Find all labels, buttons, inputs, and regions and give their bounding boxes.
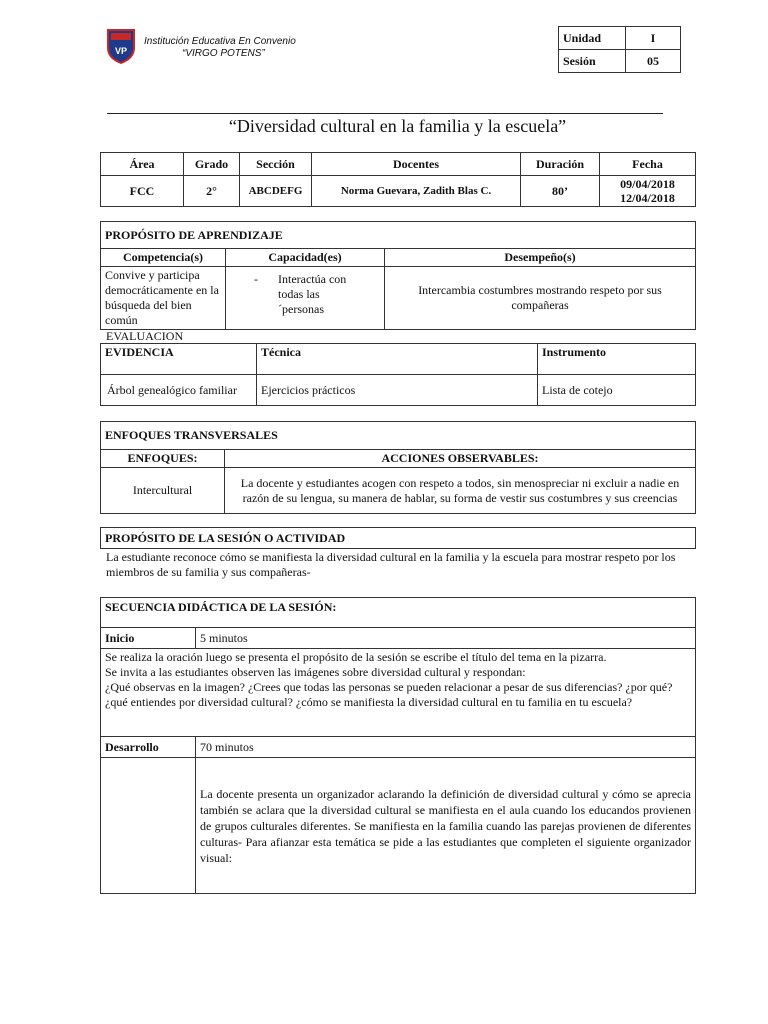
learning-purpose-table bbox=[100, 221, 696, 330]
institution-line1: Institución Educativa En Convenio bbox=[144, 36, 296, 47]
inicio-content bbox=[101, 649, 696, 737]
sesion-label: Sesión bbox=[559, 50, 626, 73]
fecha-1: 09/04/2018 bbox=[620, 177, 675, 191]
col-grado: Grado bbox=[184, 153, 240, 176]
logo-text: VP bbox=[114, 46, 128, 56]
col-area: Área bbox=[101, 153, 184, 176]
evaluation-table bbox=[100, 343, 696, 406]
enfoque-value: Intercultural bbox=[101, 468, 225, 514]
desarrollo-text: La docente presenta un organizador aclarando la definición de diversidad cultural y cómo se aprecia también se aclara que la diversidad cultural se manifiesta en el aula cuando los educandos provienen de grupos culturales diferentes. Se manifiesta en la familia cuando las parejas provienen de diferentes culturas- Para afianzar esta temática se pide a las estudiantes que completen el siguiente organizador visual: bbox=[196, 758, 696, 894]
col-tecnica: Técnica bbox=[257, 344, 538, 375]
cross-approaches-table bbox=[100, 421, 696, 514]
col-evidencia: EVIDENCIA bbox=[101, 344, 257, 375]
desarrollo-blank-cell bbox=[101, 758, 196, 894]
desarrollo-label: Desarrollo bbox=[101, 737, 196, 758]
session-purpose-table bbox=[100, 527, 696, 549]
accion-value: La docente y estudiantes acogen con respeto a todos, sin menospreciar ni excluir a nadie en razón de su lengua, su manera de hablar, su forma de vestir sus costumbres y sus creencias bbox=[225, 468, 696, 514]
col-fecha: Fecha bbox=[600, 153, 696, 176]
inicio-text-1: Se realiza la oración luego se presenta el propósito de la sesión se escribe el título del tema en la pizarra. bbox=[105, 650, 607, 664]
col-competencia: Competencia(s) bbox=[101, 249, 226, 267]
col-instrumento: Instrumento bbox=[538, 344, 696, 375]
session-purpose-text: La estudiante reconoce cómo se manifiesta la diversidad cultural en la familia y la escuela para mostrar respeto por los miembros de su familia y sus compañeras- bbox=[106, 550, 676, 579]
sequence-table bbox=[100, 597, 696, 894]
docentes-value: Norma Guevara, Zadith Blas C. bbox=[312, 176, 521, 207]
evidencia-value: Árbol genealógico familiar bbox=[101, 375, 257, 406]
school-logo bbox=[106, 28, 136, 64]
capacidad-dash: - bbox=[254, 272, 258, 286]
sequence-title: SECUENCIA DIDÁCTICA DE LA SESIÓN: bbox=[101, 598, 696, 628]
col-acciones: ACCIONES OBSERVABLES: bbox=[225, 450, 696, 468]
fecha-value bbox=[600, 176, 696, 207]
sesion-value: 05 bbox=[626, 50, 681, 73]
col-desempeno: Desempeño(s) bbox=[385, 249, 696, 267]
learning-purpose-title: PROPÓSITO DE APRENDIZAJE bbox=[101, 222, 696, 249]
grado-value: 2° bbox=[184, 176, 240, 207]
fecha-2: 12/04/2018 bbox=[620, 191, 675, 205]
capacidad-value: Interactúa con todas las ´personas bbox=[278, 272, 347, 316]
cross-approaches-title: ENFOQUES TRANSVERSALES bbox=[101, 422, 696, 450]
document-title: “Diversidad cultural en la familia y la escuela” bbox=[228, 116, 567, 136]
desarrollo-time: 70 minutos bbox=[196, 737, 696, 758]
col-seccion: Sección bbox=[240, 153, 312, 176]
inicio-time: 5 minutos bbox=[196, 628, 696, 649]
institution-line2: “VIRGO POTENS” bbox=[182, 48, 265, 59]
unidad-label: Unidad bbox=[559, 27, 626, 50]
seccion-value: ABCDEFG bbox=[240, 176, 312, 207]
evaluacion-label: EVALUACION bbox=[106, 329, 184, 343]
info-table bbox=[100, 152, 696, 207]
desempeno-value: Intercambia costumbres mostrando respeto por sus compañeras bbox=[385, 267, 696, 330]
title-divider bbox=[107, 113, 663, 114]
tecnica-value: Ejercicios prácticos bbox=[257, 375, 538, 406]
inicio-text-3: ¿Qué observas en la imagen? ¿Crees que todas las personas se pueden relacionar a pesar de sus diferencias? ¿por qué? ¿qué entiendes por diversidad cultural? ¿cómo se manifiesta la diversidad cultural en tu familia en tu escuela? bbox=[105, 680, 673, 709]
competencia-value: Convive y participa democráticamente en la búsqueda del bien común bbox=[101, 267, 226, 330]
unidad-value: I bbox=[626, 27, 681, 50]
col-duracion: Duración bbox=[521, 153, 600, 176]
inicio-label: Inicio bbox=[101, 628, 196, 649]
col-enfoques: ENFOQUES: bbox=[101, 450, 225, 468]
capacidad-cell bbox=[226, 267, 385, 330]
inicio-text-2: Se invita a las estudiantes observen las imágenes sobre diversidad cultural y respondan: bbox=[105, 665, 526, 679]
area-value: FCC bbox=[101, 176, 184, 207]
institution-name bbox=[144, 36, 314, 60]
instrumento-value: Lista de cotejo bbox=[538, 375, 696, 406]
duracion-value: 80’ bbox=[521, 176, 600, 207]
session-purpose-title: PROPÓSITO DE LA SESIÓN O ACTIVIDAD bbox=[101, 528, 696, 549]
col-capacidad: Capacidad(es) bbox=[226, 249, 385, 267]
col-docentes: Docentes bbox=[312, 153, 521, 176]
unit-session-table bbox=[558, 26, 681, 73]
